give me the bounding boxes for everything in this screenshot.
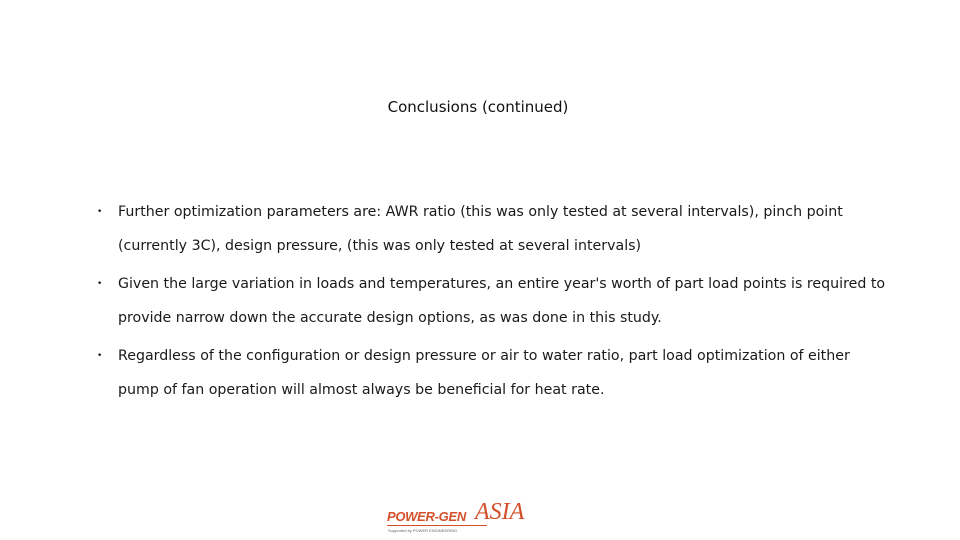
bullet-text: Given the large variation in loads and temperatures, an entire year's worth of part load points is required to provide narrow down the accurate design options, as was done in this study. — [118, 276, 886, 326]
power-gen-asia-logo — [387, 499, 537, 539]
logo-wordmark: POWER-GEN — [387, 509, 466, 524]
bullet-item — [96, 267, 886, 335]
bullet-text: Further optimization parameters are: AWR ratio (this was only tested at several intervals), pinch point (currently 3C), design pressure, (this was only tested at several intervals) — [118, 204, 843, 254]
logo-tagline: Supported by POWER ENGINEERING — [388, 528, 458, 533]
bullet-marker: • — [97, 351, 103, 361]
bullet-list — [96, 195, 886, 411]
logo-divider — [387, 525, 487, 526]
slide-title: Conclusions (continued) — [387, 98, 569, 116]
bullet-text: Regardless of the configuration or design pressure or air to water ratio, part load optimization of either pump of fan operation will almost always be beneficial for heat rate. — [118, 348, 850, 398]
bullet-marker: • — [97, 207, 103, 217]
bullet-marker: • — [97, 279, 103, 289]
logo-asia: ASIA — [475, 499, 525, 525]
bullet-item — [96, 195, 886, 263]
bullet-item — [96, 339, 886, 407]
